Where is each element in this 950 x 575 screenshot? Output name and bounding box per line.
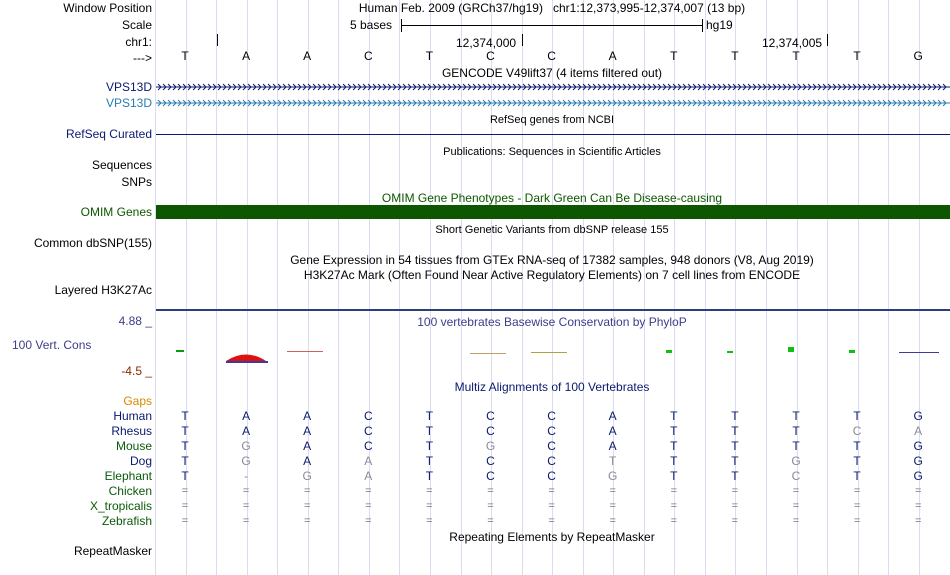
alignment-base: =: [487, 515, 494, 527]
alignment-base: =: [548, 485, 555, 497]
alignment-base: T: [670, 424, 678, 438]
snps-label[interactable]: SNPs: [121, 175, 152, 189]
alignment-base: T: [425, 454, 434, 468]
track-area[interactable]: [156, 0, 950, 575]
omim-label[interactable]: OMIM Genes: [80, 205, 152, 219]
alignment-base: A: [303, 409, 312, 423]
cons-min-label: -4.5 _: [121, 364, 152, 378]
repeatmasker-label[interactable]: RepeatMasker: [73, 544, 152, 558]
alignment-base: C: [363, 439, 373, 453]
alignment-base: =: [731, 485, 739, 497]
alignment-base: A: [303, 454, 312, 468]
alignment-base: T: [181, 454, 189, 468]
alignment-base: T: [731, 424, 739, 438]
alignment-base: A: [242, 424, 251, 438]
alignment-base: =: [731, 515, 739, 527]
alignment-base: T: [670, 454, 678, 468]
scale-bar: [401, 25, 702, 26]
alignment-base: =: [242, 485, 250, 497]
alignment-base: =: [181, 485, 189, 497]
alignment-base: T: [425, 469, 434, 483]
alignment-base: =: [365, 485, 372, 497]
alignment-base: C: [547, 424, 556, 438]
cons-bar-1: [176, 350, 184, 352]
base-letter: C: [363, 49, 373, 63]
multiz-title: Multiz Alignments of 100 Vertebrates: [454, 380, 650, 394]
alignment-base: =: [609, 515, 616, 527]
alignment-base: T: [425, 424, 434, 438]
alignment-base: =: [853, 500, 861, 512]
alignment-base: A: [242, 409, 251, 423]
alignment-base: C: [852, 424, 862, 438]
alignment-base: A: [364, 469, 373, 483]
alignment-base: T: [181, 469, 189, 483]
refseq-title: RefSeq genes from NCBI: [489, 114, 615, 126]
base-letter: T: [792, 49, 800, 63]
species-label[interactable]: Mouse: [115, 439, 152, 453]
refseq-gene-line[interactable]: [156, 134, 950, 135]
alignment-base: C: [363, 409, 373, 423]
alignment-base: A: [608, 424, 617, 438]
alignment-base: =: [426, 515, 433, 527]
alignment-base: T: [425, 409, 434, 423]
cons-bar-3: [287, 351, 323, 352]
alignment-base: =: [548, 515, 555, 527]
alignment-base: =: [853, 515, 861, 527]
alignment-base: T: [425, 439, 434, 453]
species-label[interactable]: X_tropicalis: [89, 499, 152, 513]
h3k27ac-title: H3K27Ac Mark (Often Found Near Active Regulatory Elements) on 7 cell lines from ENCODE: [303, 268, 801, 282]
cons-bar-5: [531, 352, 567, 353]
track-labels-panel: [0, 0, 155, 575]
alignment-base: A: [608, 439, 617, 453]
alignment-base: G: [791, 454, 801, 468]
species-label[interactable]: Elephant: [104, 469, 152, 483]
cons-bar-6: [666, 350, 672, 353]
base-letter: G: [913, 49, 923, 63]
alignment-base: =: [365, 500, 372, 512]
base-letter: T: [181, 49, 189, 63]
base-letter: C: [547, 49, 556, 63]
alignment-base: C: [486, 424, 495, 438]
alignment-base: T: [792, 424, 800, 438]
h3k27ac-signal-line[interactable]: [156, 309, 950, 311]
alignment-base: =: [181, 515, 189, 527]
alignment-base: G: [913, 454, 923, 468]
alignment-base: =: [731, 500, 739, 512]
alignment-base: G: [608, 469, 618, 483]
alignment-base: =: [242, 515, 250, 527]
scale-bar-left-tick: [401, 19, 402, 32]
gene-label-2[interactable]: VPS13D: [105, 96, 152, 110]
scale-left-text: 5 bases: [350, 18, 393, 32]
alignment-base: G: [913, 439, 923, 453]
alignment-base: T: [670, 439, 678, 453]
species-label[interactable]: Dog: [129, 454, 152, 468]
alignment-base: C: [486, 469, 495, 483]
alignment-base: T: [670, 469, 678, 483]
alignment-base: T: [731, 409, 739, 423]
alignment-base: T: [853, 409, 861, 423]
position-header: [359, 1, 745, 15]
h3k27ac-label[interactable]: Layered H3K27Ac: [54, 283, 152, 297]
alignment-base: G: [302, 469, 312, 483]
cons-bar-8: [788, 347, 794, 352]
gene-label-1[interactable]: VPS13D: [105, 80, 152, 94]
base-letter: T: [670, 49, 678, 63]
alignment-base: T: [181, 409, 189, 423]
alignment-base: =: [914, 515, 922, 527]
cons-bar-4: [470, 353, 506, 354]
alignment-base: C: [486, 454, 495, 468]
alignment-base: =: [609, 485, 616, 497]
alignment-base: A: [303, 439, 312, 453]
species-label[interactable]: Chicken: [108, 484, 152, 498]
alignment-base: C: [547, 469, 556, 483]
base-letter: T: [731, 49, 739, 63]
scale-label: Scale: [121, 18, 152, 32]
base-letter: A: [303, 49, 312, 63]
alignment-base: G: [241, 454, 251, 468]
cons-bar-10: [899, 352, 939, 353]
refseq-label[interactable]: RefSeq Curated: [65, 127, 152, 141]
alignment-base: =: [181, 500, 189, 512]
chrom-label: chr1:: [125, 35, 152, 49]
strand-label: --->: [133, 51, 152, 65]
omim-gene-bar[interactable]: [156, 205, 950, 219]
conservation-label[interactable]: 100 Vert. Cons: [12, 338, 92, 352]
alignment-base: T: [792, 439, 800, 453]
alignment-base: C: [791, 469, 801, 483]
alignment-base: =: [426, 500, 433, 512]
omim-title: OMIM Gene Phenotypes - Dark Green Can Be Disease-causing: [381, 191, 723, 205]
alignment-base: C: [547, 439, 556, 453]
alignment-base: =: [487, 500, 494, 512]
alignment-base: =: [242, 500, 250, 512]
alignment-base: =: [487, 485, 494, 497]
alignment-base: T: [731, 439, 739, 453]
alignment-base: T: [853, 439, 861, 453]
assembly-text: Human Feb. 2009 (GRCh37/hg19): [358, 1, 543, 15]
alignment-base: =: [303, 500, 311, 512]
cons-bar-9: [849, 350, 855, 353]
alignment-base: =: [670, 515, 678, 527]
species-label[interactable]: Zebrafish: [101, 514, 152, 528]
alignment-base: T: [792, 409, 800, 423]
conservation-title: 100 vertebrates Basewise Conservation by PhyloP: [417, 315, 687, 329]
alignment-base: G: [913, 409, 923, 423]
base-letter: T: [425, 49, 434, 63]
base-letter: T: [853, 49, 861, 63]
repeatmasker-title: Repeating Elements by RepeatMasker: [449, 530, 655, 544]
cons-peak-red: [226, 355, 266, 362]
alignment-base: =: [303, 515, 311, 527]
cons-base-blue: [226, 361, 268, 363]
coords-text: chr1:12,373,995-12,374,007 (13 bp): [552, 1, 746, 15]
gaps-label: Gaps: [123, 394, 152, 408]
alignment-base: T: [609, 454, 617, 468]
scale-right-text: hg19: [706, 18, 733, 32]
alignment-base: =: [792, 485, 800, 497]
base-letter: A: [608, 49, 617, 63]
alignment-base: =: [426, 485, 433, 497]
alignment-base: G: [241, 439, 251, 453]
alignment-base: A: [364, 454, 373, 468]
alignment-base: =: [303, 485, 311, 497]
alignment-base: G: [485, 439, 496, 453]
alignment-base: C: [547, 409, 556, 423]
gtex-title: Gene Expression in 54 tissues from GTEx RNA-seq of 17382 samples, 948 donors (V8, Aug 2019): [290, 253, 814, 267]
alignment-base: =: [670, 485, 678, 497]
alignment-base: =: [609, 500, 616, 512]
alignment-base: T: [853, 469, 861, 483]
alignment-base: A: [914, 424, 923, 438]
gencode-title: GENCODE V49lift37 (4 items filtered out): [441, 66, 663, 80]
dbsnp-label[interactable]: Common dbSNP(155): [33, 236, 152, 250]
alignment-base: T: [853, 454, 861, 468]
base-letter: A: [242, 49, 251, 63]
cons-max-label: 4.88 _: [118, 314, 152, 328]
alignment-base: =: [853, 485, 861, 497]
alignment-base: =: [914, 485, 922, 497]
alignment-base: T: [181, 424, 189, 438]
alignment-base: T: [181, 439, 189, 453]
gencode-gene-tracks[interactable]: [156, 80, 950, 110]
alignment-base: T: [731, 469, 739, 483]
scale-bar-right-tick: [702, 19, 703, 32]
alignment-base: A: [303, 424, 312, 438]
alignment-base: =: [792, 500, 800, 512]
alignment-base: =: [548, 500, 555, 512]
chrom-tick-1: [522, 34, 523, 46]
window-position-label: Window Position: [63, 1, 152, 15]
alignment-base: G: [913, 469, 923, 483]
alignment-base: =: [365, 515, 372, 527]
alignment-base: C: [486, 409, 495, 423]
chrom-tick-minor: [217, 34, 218, 46]
chrom-tick-label-2: 12,374,005: [762, 36, 823, 50]
alignment-base: =: [792, 515, 800, 527]
species-label[interactable]: Human: [113, 409, 152, 423]
chrom-tick-2: [827, 34, 828, 46]
alignment-base: -: [244, 469, 249, 483]
alignment-base: C: [547, 454, 556, 468]
alignment-base: =: [670, 500, 678, 512]
cons-bar-7: [727, 351, 733, 353]
conservation-plot[interactable]: [156, 340, 950, 370]
chrom-tick-label-1: 12,374,000: [456, 36, 517, 50]
alignment-base: C: [363, 424, 373, 438]
publications-label[interactable]: Sequences: [91, 158, 152, 172]
alignment-base: T: [670, 409, 678, 423]
alignment-base: =: [914, 500, 922, 512]
alignment-base: T: [731, 454, 739, 468]
publications-title: Publications: Sequences in Scientific Articles: [443, 146, 661, 158]
dbsnp-title: Short Genetic Variants from dbSNP release 155: [435, 224, 669, 236]
species-label[interactable]: Rhesus: [111, 424, 152, 438]
base-letter: C: [486, 49, 495, 63]
alignment-base: A: [608, 409, 617, 423]
